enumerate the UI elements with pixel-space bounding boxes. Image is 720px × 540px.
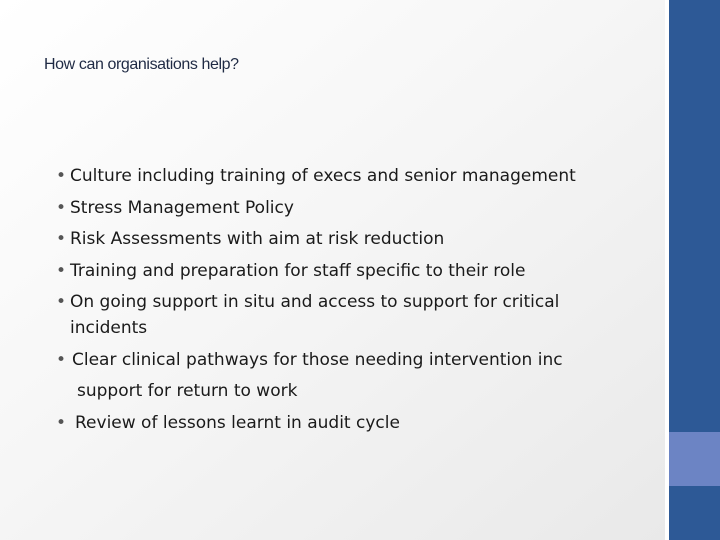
bullet-marker: • xyxy=(56,229,67,249)
bullet-item-continuation: support for return to work xyxy=(77,381,298,401)
bullet-marker: • xyxy=(56,292,67,312)
bullet-marker: • xyxy=(56,413,67,433)
decorative-side-accent xyxy=(669,432,720,486)
bullet-marker: • xyxy=(56,350,67,370)
bullet-marker: • xyxy=(56,198,67,218)
bullet-marker: • xyxy=(56,166,67,186)
bullet-item: Training and preparation for staff specific to their role xyxy=(70,261,526,281)
bullet-item: Risk Assessments with aim at risk reduction xyxy=(70,229,445,249)
bullet-item: On going support in situ and access to support for critical xyxy=(70,292,560,312)
bullet-item: Clear clinical pathways for those needing intervention inc xyxy=(72,350,563,370)
bullet-item-continuation: incidents xyxy=(70,318,148,338)
bullet-item: Stress Management Policy xyxy=(70,198,294,218)
slide-title: How can organisations help? xyxy=(44,56,239,73)
bullet-item: Review of lessons learnt in audit cycle xyxy=(75,413,400,433)
bullet-marker: • xyxy=(56,261,67,281)
bullet-item: Culture including training of execs and senior management xyxy=(70,166,576,186)
